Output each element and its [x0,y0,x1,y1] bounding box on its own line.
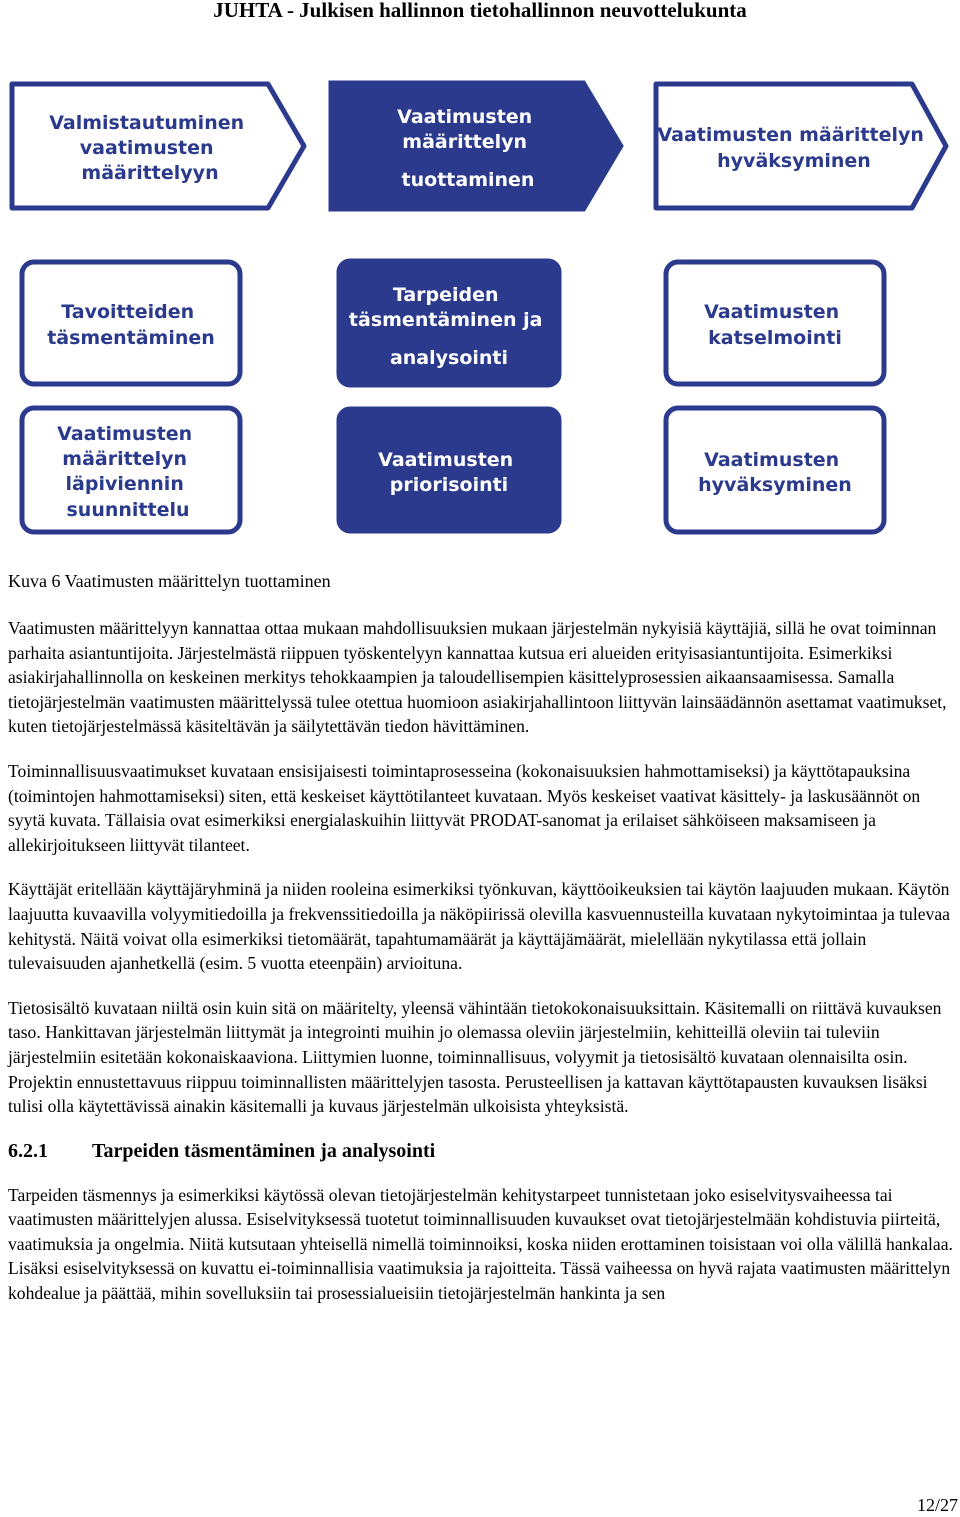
box-text-hyvaksyminen: Vaatimusten hyväksyminen [698,449,852,496]
paragraph: Käyttäjät eritellään käyttäjäryhminä ja niiden rooleina esimerkiksi työnkuvan, käyttöoikeuksien tai käytön laajuuden mukaan. Käytön laajuutta kuvaavilla volyymitiedoilla ja frekvenssitiedoilla ja näköpiirissä olevilla kasvuennusteilla kuvataan nykytoimintaa ja tulevaa kehitystä. Näitä voivat olla esimerkiksi tietomäärät, tapahtumamäärät ja käyttäjämäärät, mielellään nykytilassa että jollain tulevaisuuden ajanhetkellä (esim. 5 vuotta eteenpäin) arvioituna. [8,879,950,974]
box-text-tarpeiden: Tarpeiden täsmentäminen ja analysointi [348,284,543,369]
box-text-tavoitteiden: Tavoitteiden täsmentäminen [47,301,215,349]
section-heading [8,1139,956,1163]
step-text-3: Vaatimusten määrittelyn hyväksyminen [657,124,924,172]
box-text-katselmointi: Vaatimusten katselmointi [704,301,842,349]
box-katselmointi [666,262,884,384]
section-number: 6.2.1 [8,1139,48,1162]
box-text-lapiviennin: Vaatimusten määrittelyn läpiviennin suunnittelu [57,423,193,521]
box-tavoitteiden [22,262,240,384]
box-text-priorisointi: Vaatimusten priorisointi [378,449,514,496]
figure-caption: Kuva 6 Vaatimusten määrittelyn tuottaminen [8,571,331,591]
step-text-1: Valmistautuminen vaatimusten määrittelyyn [49,112,245,184]
paragraph: Toiminnallisuusvaatimukset kuvataan ensisijaisesti toimintaprosesseina (kokonaisuuksien hahmottamiseksi) ja käyttötapauksina (toimintojen hahmottamiseksi) siten, että keskeiset käyttötilanteet kuvataan. Myös keskeiset vaativat käsittely- ja laskusäännöt on syytä kuvata. Tällaisia ovat esimerkiksi energialaskuihin liittyvät PRODAT-sanomat ja erilaiset sähköiseen maksamiseen ja allekirjoitukseen liittyvät tilanteet. [8,760,921,855]
page-number: 12/27 [916,1495,958,1515]
paragraph: Tietosisältö kuvataan niiltä osin kuin sitä on määritelty, yleensä vähintään tietokokonaisuuksittain. Käsitemalli on riittävä kuvauksen taso. Hankittavan järjestelmän liittymät ja integrointi muihin jo olemassa oleviin järjestelmiin, kehitteillä oleviin tai tuleviin järjestelmiin esitetään kokonaiskaaviona. Liittymien luonne, toiminnallisuus, volyymit ja tietosisältö kuvataan olennaisilta osin. Projektin ennustettavuus riippuu toiminnallisten määrittelyjen tasosta. Perusteellisen ja kattavan käyttötapausten kuvauksen lisäksi tulisi olla käytettävissä ainakin käsitemalli ja kuvaus järjestelmän ulkoisista yhteyksistä. [8,997,942,1117]
page-header: JUHTA - Julkisen hallinnon tietohallinnon neuvottelukunta [213,0,747,22]
body-text [8,616,956,1326]
paragraph: Vaatimusten määrittelyyn kannattaa ottaa mukaan mahdollisuuksien mukaan järjestelmän nykyisiä käyttäjiä, sillä he ovat toiminnan parhaita asiantuntijoita. Järjestelmästä riippuen työskentelyyn kannattaa kutsua eri alueiden erityisasiantuntijoita. Esimerkiksi asiakirjahallinnolla on keskeinen merkitys tehokkaampien ja taloudellisempien käsittelyprosessien aikaansaamisessa. Samalla tietojärjestelmän vaatimusten määrittelyssä tulee otettua huomioon asiakirjahallintoon liittyvän lainsäädännön asettamat vaatimukset, kuten tietojärjestelmässä käsiteltävän ja säilytettävän tiedon hävittäminen. [8,618,947,737]
process-diagram [0,70,960,540]
step-text-2: Vaatimusten määrittelyn tuottaminen [397,106,535,191]
paragraph: Tarpeiden täsmennys ja esimerkiksi käytössä olevan tietojärjestelmän kehitystarpeet tunnistetaan joko esiselvitysvaiheessa tai vaatimusten määrittelyjen alussa. Esiselvityksessä tuotetut toiminnallisuuden kuvaukset ovat tietojärjestelmään kohdistuvia piirteitä, vaatimuksia ja ongelmia. Niitä kutsutaan yhteisellä nimellä toiminnoiksi, koska niiden erottaminen toisistaan voi olla välillä hankalaa. Lisäksi esiselvityksessä on kuvattu ei-toiminnallisia vaatimuksia ja rajoitteita. Tässä vaiheessa on hyvä rajata vaatimusten määrittelyn kohdealue ja päättää, mihin sovelluksiin tai prosessialueisiin tietojärjestelmän hankinta ja sen [8,1184,953,1304]
step-chevron-3 [656,84,946,208]
section-title: Tarpeiden täsmentäminen ja analysointi [92,1139,436,1162]
